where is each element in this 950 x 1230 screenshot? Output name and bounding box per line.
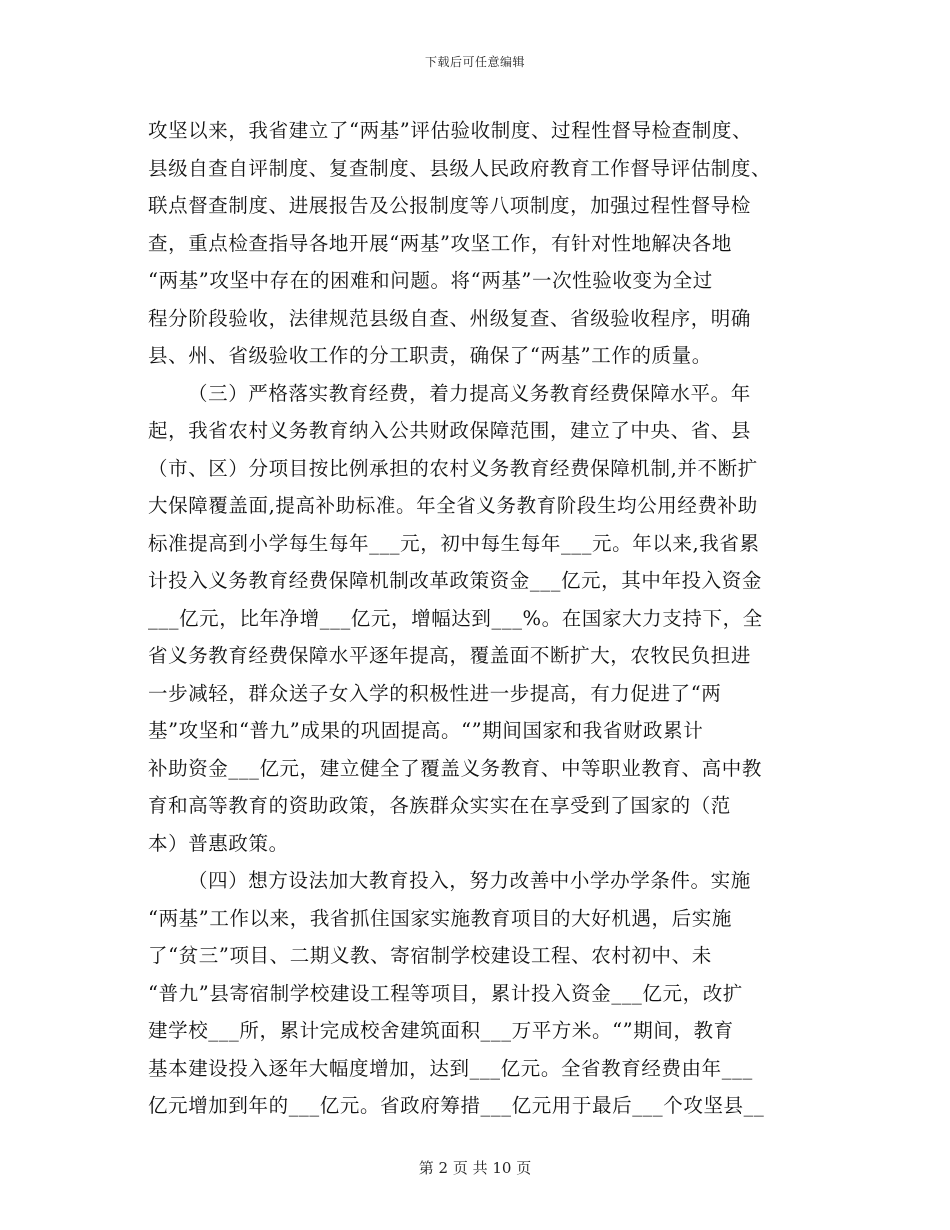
text-line: 补助资金___亿元，建立健全了覆盖义务教育、中等职业教育、高中教 xyxy=(148,756,762,780)
text-line: 联点督查制度、进展报告及公报制度等八项制度，加强过程性督导检 xyxy=(148,194,752,217)
text-line: 亿元增加到年的___亿元。省政府筹措___亿元用于最后___个攻坚县__ xyxy=(148,1094,765,1117)
text-line: 大保障覆盖面,提高补助标准。年全省义务教育阶段生均公用经费补助 xyxy=(148,494,758,517)
text-line: “普九”县寄宿制学校建设工程等项目，累计投入资金___亿元，改扩 xyxy=(148,981,743,1005)
section-heading-line: （三）严格落实教育经费，着力提高义务教育经费保障水平。年 xyxy=(188,381,751,405)
body-text xyxy=(148,112,806,1125)
text-line: 县、州、省级验收工作的分工职责，确保了“两基”工作的质量。 xyxy=(148,344,712,367)
text-line: 一步减轻，群众送子女入学的积极性进一步提高，有力促进了“两 xyxy=(148,681,722,705)
text-line: 查，重点检查指导各地开展“两基”攻坚工作，有针对性地解决各地 xyxy=(148,231,732,255)
text-line: （市、区）分项目按比例承担的农村义务教育经费保障机制,并不断扩 xyxy=(148,456,758,480)
text-line: 育和高等教育的资助政策，各族群众实实在在享受到了国家的（范 xyxy=(148,794,731,817)
text-line: 基”攻坚和“普九”成果的巩固提高。“”期间国家和我省财政累计 xyxy=(148,719,704,742)
text-line: 标准提高到小学每生每年___元，初中每生每年___元。年以来,我省累 xyxy=(148,531,760,555)
text-line: 起，我省农村义务教育纳入公共财政保障范围，建立了中央、省、县 xyxy=(148,419,752,442)
text-line: ___亿元，比年净增___亿元，增幅达到___%。在国家大力支持下，全 xyxy=(148,606,763,630)
text-line: “两基”工作以来，我省抓住国家实施教育项目的大好机遇，后实施 xyxy=(148,906,732,930)
section-heading-line: （四）想方设法加大教育投入，努力改善中小学办学条件。实施 xyxy=(188,869,751,892)
text-line: “两基”攻坚中存在的困难和问题。将“两基”一次性验收变为全过 xyxy=(148,269,713,292)
text-line: 基本建设投入逐年大幅度增加，达到___亿元。全省教育经费由年___ xyxy=(148,1056,753,1080)
page-footer: 第 2 页 共 10 页 xyxy=(418,1159,532,1177)
text-line: 县级自查自评制度、复查制度、县级人民政府教育工作督导评估制度、 xyxy=(148,156,772,180)
text-line: 计投入义务教育经费保障机制改革政策资金___亿元，其中年投入资金 xyxy=(148,569,762,592)
text-line: 省义务教育经费保障水平逐年提高，覆盖面不断扩大，农牧民负担进 xyxy=(148,644,752,667)
text-line: 建学校___所，累计完成校舍建筑面积___万平方米。“”期间，教育 xyxy=(148,1019,734,1042)
page-header: 下载后可任意编辑 xyxy=(424,55,525,69)
text-line: 攻坚以来，我省建立了“两基”评估验收制度、过程性督导检查制度、 xyxy=(148,119,753,142)
text-line: 程分阶段验收，法律规范县级自查、州级复查、省级验收程序，明确 xyxy=(148,306,752,330)
text-line: 了“贫三”项目、二期义教、寄宿制学校建设工程、农村初中、未 xyxy=(148,944,712,967)
text-line: 本）普惠政策。 xyxy=(148,831,289,855)
